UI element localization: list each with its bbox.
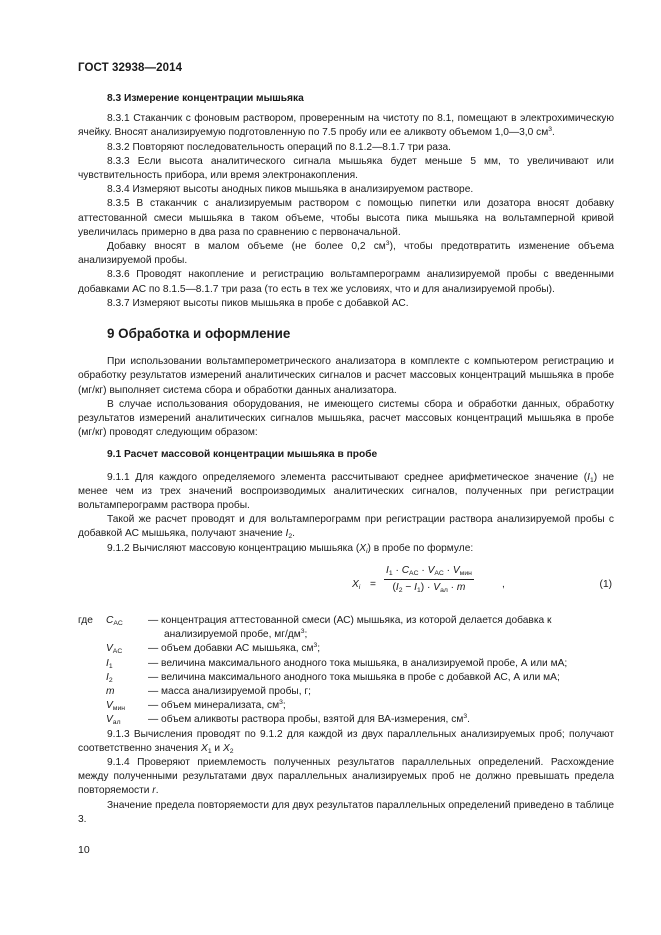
formula-lhs: $X_i$ <box>352 578 361 591</box>
formula-fraction <box>384 564 474 595</box>
where-symbol: $C_{AC}$ <box>106 614 123 627</box>
paragraph-8-3-5: 8.3.5 В стаканчик с анализируемым раствором с помощью пипетки или дозатора вносят добавку аттестованной смеси мышьяка в таком объеме, чтобы высота пика мышьяка на вольтамперной кривой увеличилась примерно в два раза по сравнению с первоначальной. <box>78 198 614 238</box>
paragraph-9-1-4: 9.1.4 Проверяют приемлемость полученных результатов параллельных определений. Расхождение между полученными результатами двух параллельных анализируемых проб не должно превышать предела повторяемости r. <box>78 756 614 797</box>
where-symbol: m <box>106 685 115 697</box>
where-row <box>78 614 614 642</box>
where-row <box>78 685 614 699</box>
section-9-1-title: 9.1 Расчет массовой концентрации мышьяка в пробе <box>107 449 378 461</box>
section-9-title: 9 Обработка и оформление <box>107 326 291 342</box>
where-symbol: $V_{ал}$ <box>106 714 121 727</box>
paragraph-addition-calc: Такой же расчет проводят и для вольтамперограмм при регистрации раствора анализируемой пробы с добавкой АС мышьяка, получают значение $I_2$. <box>78 514 614 541</box>
where-symbol: $I_2$ <box>106 671 113 684</box>
where-symbol: $I_1$ <box>106 657 113 670</box>
where-symbol: $V_{AC}$ <box>106 643 123 656</box>
section-8-3-title: 8.3 Измерение концентрации мышьяка <box>107 93 304 104</box>
where-list <box>78 614 614 728</box>
paragraph-9-1-1: 9.1.1 Для каждого определяемого элемента рассчитывают среднее арифметическое значение $(I_1)$ не менее чем из трех значений воспроизводимых аналитических сигналов, полученных при регистрации вольтамперограмм раствора пробы. <box>78 471 614 512</box>
where-text: — концентрация аттестованной смеси (АС) мышьяка, из которой делается добавка к анализируемой пробе, $мг/дм^3$; <box>148 614 552 641</box>
page-number: 10 <box>78 844 90 856</box>
formula-comma: , <box>502 578 505 590</box>
document-body <box>78 92 614 827</box>
paragraph-9-intro: При использовании вольтамперометрического анализатора в комплекте с компьютером регистрацию и обработку результатов измерений аналитических сигналов и расчет массовых концентраций мышьяка в пробе (мг/кг) выполняет система сбора и обработки данных анализатора. <box>78 356 614 396</box>
where-text: — масса анализируемой пробы, г; <box>148 685 311 697</box>
where-text: — величина максимального анодного тока мышьяка, в анализируемой пробе, А или мА; <box>148 657 568 669</box>
paragraph-8-3-6: 8.3.6 Проводят накопление и регистрацию вольтамперограмм анализируемой пробы с введенными добавками АС по 8.1.5—8.1.7 три раза (то есть в тех же условиях, что и для анализируемой пробы). <box>78 269 614 295</box>
where-row <box>78 671 614 685</box>
where-row <box>78 713 614 727</box>
formula-equals: = <box>370 578 376 590</box>
formula-denominator: $(I_2 - I_1) \cdot V_{ал} \cdot m$ <box>392 582 466 595</box>
paragraph-repeatability: Значение предела повторяемости для двух результатов параллельных определений приведено в таблице 3. <box>78 799 614 825</box>
paragraph-8-3-1: 8.3.1 Стаканчик с фоновым раствором, проверенным на чистоту по 8.1, помещают в электрохимическую ячейку. Вносят анализируемую подготовленную по 7.5 пробу или ее аликвоту объемом 1,0—3,0 $см^3$. <box>78 113 614 139</box>
where-text: — объем минерализата, $см^3$; <box>148 699 286 712</box>
where-row <box>78 642 614 656</box>
formula-numerator: $I_1 \cdot C_{AC} \cdot V_{AC} \cdot V_{мин}$ <box>384 564 474 580</box>
where-lead: где <box>78 614 93 626</box>
paragraph-9-manual: В случае использования оборудования, не имеющего системы сбора и обработки данных, обработку результатов измерений аналитических сигналов мышьяка, расчет массовых концентраций мышьяка в пробе (мг/кг) проводят следующим образом: <box>78 398 614 439</box>
paragraph-8-3-2: 8.3.2 Повторяют последовательность операций по 8.1.2—8.1.7 три раза. <box>107 141 452 153</box>
paragraph-additive-volume: Добавку вносят в малом объеме (не более 0,2 $см^3$), чтобы предотвратить изменение объема анализируемой пробы. <box>78 240 614 267</box>
where-row <box>78 699 614 713</box>
where-text: — объем добавки АС мышьяка, $см^3$; <box>148 642 321 655</box>
standard-header: ГОСТ 32938—2014 <box>78 62 183 74</box>
formula-1 <box>78 564 614 604</box>
paragraph-9-1-3: 9.1.3 Вычисления проводят по 9.1.2 для каждой из двух параллельных анализируемых проб; получают соответственно значения $X_1$ и $X_2$ <box>78 728 614 755</box>
formula-number: (1) <box>599 578 612 590</box>
where-symbol: $V_{мин}$ <box>106 700 126 713</box>
paragraph-9-1-2: 9.1.2 Вычисляют массовую концентрацию мышьяка $(X_i)$ в пробе по формуле: <box>107 542 474 555</box>
where-text: — величина максимального анодного тока мышьяка в пробе с добавкой АС, А или мА; <box>148 671 560 683</box>
paragraph-8-3-7: 8.3.7 Измеряют высоты пиков мышьяка в пробе с добавкой АС. <box>107 297 409 309</box>
paragraph-8-3-4: 8.3.4 Измеряют высоты анодных пиков мышьяка в анализируемом растворе. <box>107 184 474 196</box>
where-text: — объем аликвоты раствора пробы, взятой для ВА-измерения, $см^3$. <box>148 713 470 726</box>
paragraph-8-3-3: 8.3.3 Если высота аналитического сигнала мышьяка будет меньше 5 мм, то увеличивают или чувствительность прибора, или время электронакопления. <box>78 155 614 182</box>
where-row <box>78 657 614 671</box>
